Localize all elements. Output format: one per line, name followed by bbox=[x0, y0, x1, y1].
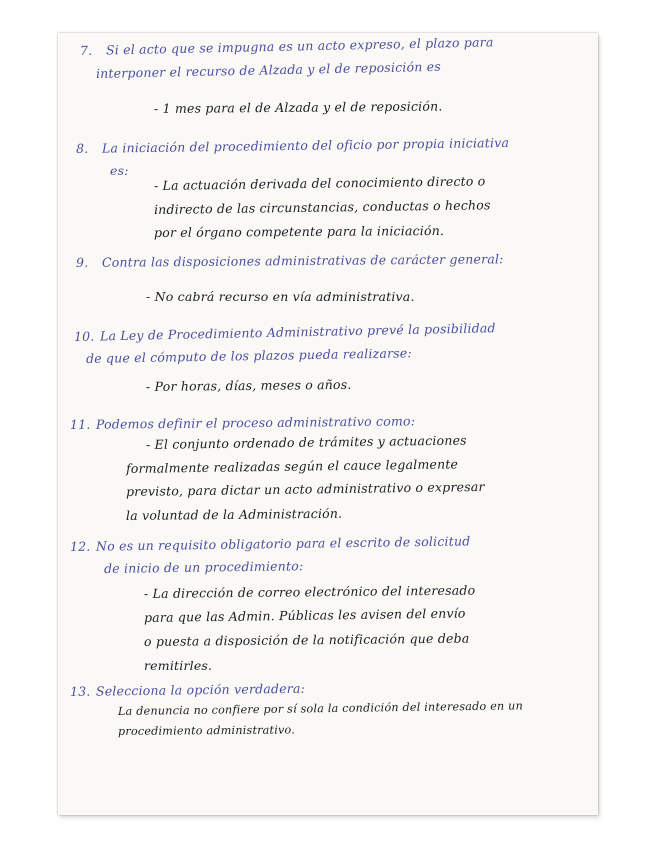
answer-7-line-1: - 1 mes para el de Alzada y el de reposición. bbox=[153, 98, 443, 116]
answer-9-line-1: - No cabrá recurso en vía administrativa. bbox=[146, 289, 415, 304]
question-10-line-2: de que el cómputo de los plazos pueda realizarse: bbox=[85, 345, 412, 366]
answer-11-line-1: - El conjunto ordenado de trámites y actuaciones bbox=[145, 432, 467, 452]
answer-13-line-1: La denuncia no confiere por sí sola la condición del interesado en un bbox=[117, 699, 524, 718]
question-8-line-1: 8. La iniciación del procedimiento del oficio por propia iniciativa bbox=[75, 134, 510, 156]
answer-11-line-4: la voluntad de la Administración. bbox=[125, 505, 343, 523]
answer-12-line-1: - La dirección de correo electrónico del interesado bbox=[143, 582, 476, 601]
question-number: 10. bbox=[73, 328, 95, 344]
question-9-line-1: 9. Contra las disposiciones administrativas de carácter general: bbox=[75, 251, 504, 270]
answer-11-line-2: formalmente realizadas según el cauce legalmente bbox=[125, 456, 459, 476]
answer-13-line-2: procedimiento administrativo. bbox=[117, 723, 296, 738]
question-10-line-1: 10. La Ley de Procedimiento Administrativo prevé la posibilidad bbox=[73, 320, 496, 344]
question-number: 12. bbox=[69, 538, 91, 554]
answer-10-line-1: - Por horas, días, meses o años. bbox=[145, 376, 352, 394]
answer-11-line-3: previsto, para dictar un acto administrativo o expresar bbox=[125, 478, 485, 499]
question-number: 7. bbox=[79, 42, 93, 58]
question-13-line-1: 13. Selecciona la opción verdadera: bbox=[69, 680, 306, 699]
answer-8-line-3: por el órgano competente para la iniciación. bbox=[153, 222, 445, 240]
answer-12-line-4: remitirles. bbox=[144, 658, 213, 673]
question-11-line-1: 11. Podemos definir el proceso administrativo como: bbox=[69, 413, 416, 432]
question-7-line-2: interponer el recurso de Alzada y el de reposición es bbox=[95, 58, 442, 81]
question-number: 9. bbox=[75, 254, 89, 270]
question-12-line-1: 12. No es un requisito obligatorio para el escrito de solicitud bbox=[69, 533, 471, 554]
answer-8-line-2: indirecto de las circunstancias, conductas o hechos bbox=[153, 197, 491, 217]
question-12-line-2: de inicio de un procedimiento: bbox=[103, 558, 304, 576]
answer-8-line-1: - La actuación derivada del conocimiento directo o bbox=[153, 173, 486, 193]
question-number: 13. bbox=[69, 683, 91, 699]
question-number: 11. bbox=[69, 416, 91, 432]
answer-12-line-3: o puesta a disposición de la notificación que deba bbox=[143, 630, 470, 649]
question-8-line-2: es: bbox=[110, 163, 129, 178]
answer-12-line-2: para que las Admin. Públicas les avisen del envío bbox=[143, 605, 466, 625]
question-number: 8. bbox=[75, 140, 89, 156]
question-7-line-1: 7. Si el acto que se impugna es un acto expreso, el plazo para bbox=[79, 34, 494, 58]
handwritten-page bbox=[58, 33, 598, 815]
